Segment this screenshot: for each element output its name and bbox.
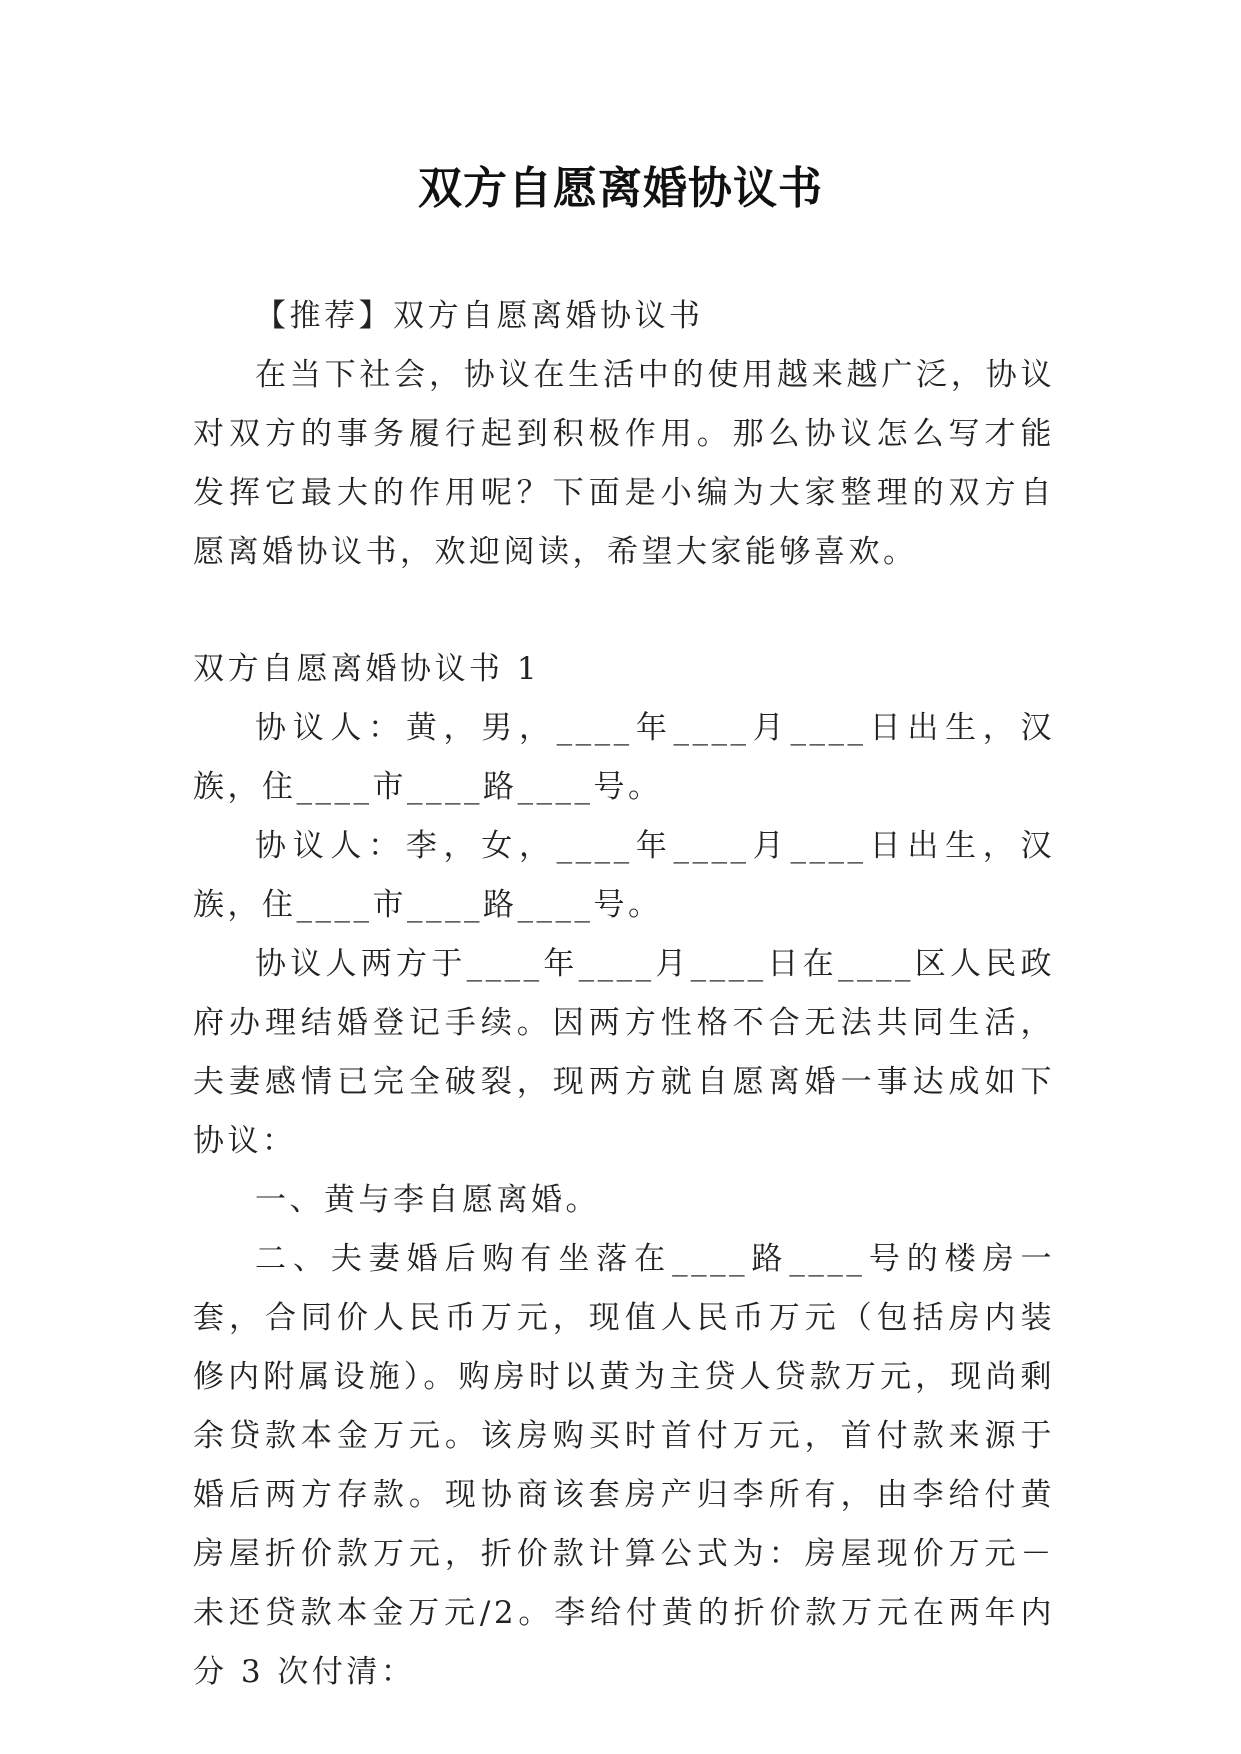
clause-one-paragraph: 一、黄与李自愿离婚。 (255, 1182, 600, 1218)
document-title: 双方自愿离婚协议书 (418, 163, 823, 214)
marriage-registration-paragraph: 协议人两方于____年____月____日在____区人民政府办理结婚登记手续。因两方性格不合无法共同生活，夫妻感情已完全破裂，现两方就自愿离婚一事达成如下协议： (193, 946, 1055, 1159)
section-heading: 双方自愿离婚协议书 1 (193, 651, 541, 687)
document-body (193, 287, 1055, 1702)
intro-paragraph: 在当下社会，协议在生活中的使用越来越广泛，协议对双方的事务履行起到积极作用。那么协议怎么写才能发挥它最大的作用呢？下面是小编为大家整理的双方自愿离婚协议书，欢迎阅读，希望大家能够喜欢。 (193, 357, 1055, 570)
recommend-heading: 【推荐】双方自愿离婚协议书 (255, 298, 704, 334)
party-one-paragraph: 协议人：黄，男，____年____月____日出生，汉族，住____市____路____号。 (193, 710, 1055, 805)
clause-two-paragraph: 二、夫妻婚后购有坐落在____路____号的楼房一套，合同价人民币万元，现值人民币万元（包括房内装修内附属设施）。购房时以黄为主贷人贷款万元，现尚剩余贷款本金万元。该房购买时首付万元，首付款来源于婚后两方存款。现协商该套房产归李所有，由李给付黄房屋折价款万元，折价款计算公式为：房屋现价万元－未还贷款本金万元/2。李给付黄的折价款万元在两年内分 3 次付清： (193, 1241, 1055, 1690)
party-two-paragraph: 协议人：李，女，____年____月____日出生，汉族，住____市____路____号。 (193, 828, 1055, 923)
